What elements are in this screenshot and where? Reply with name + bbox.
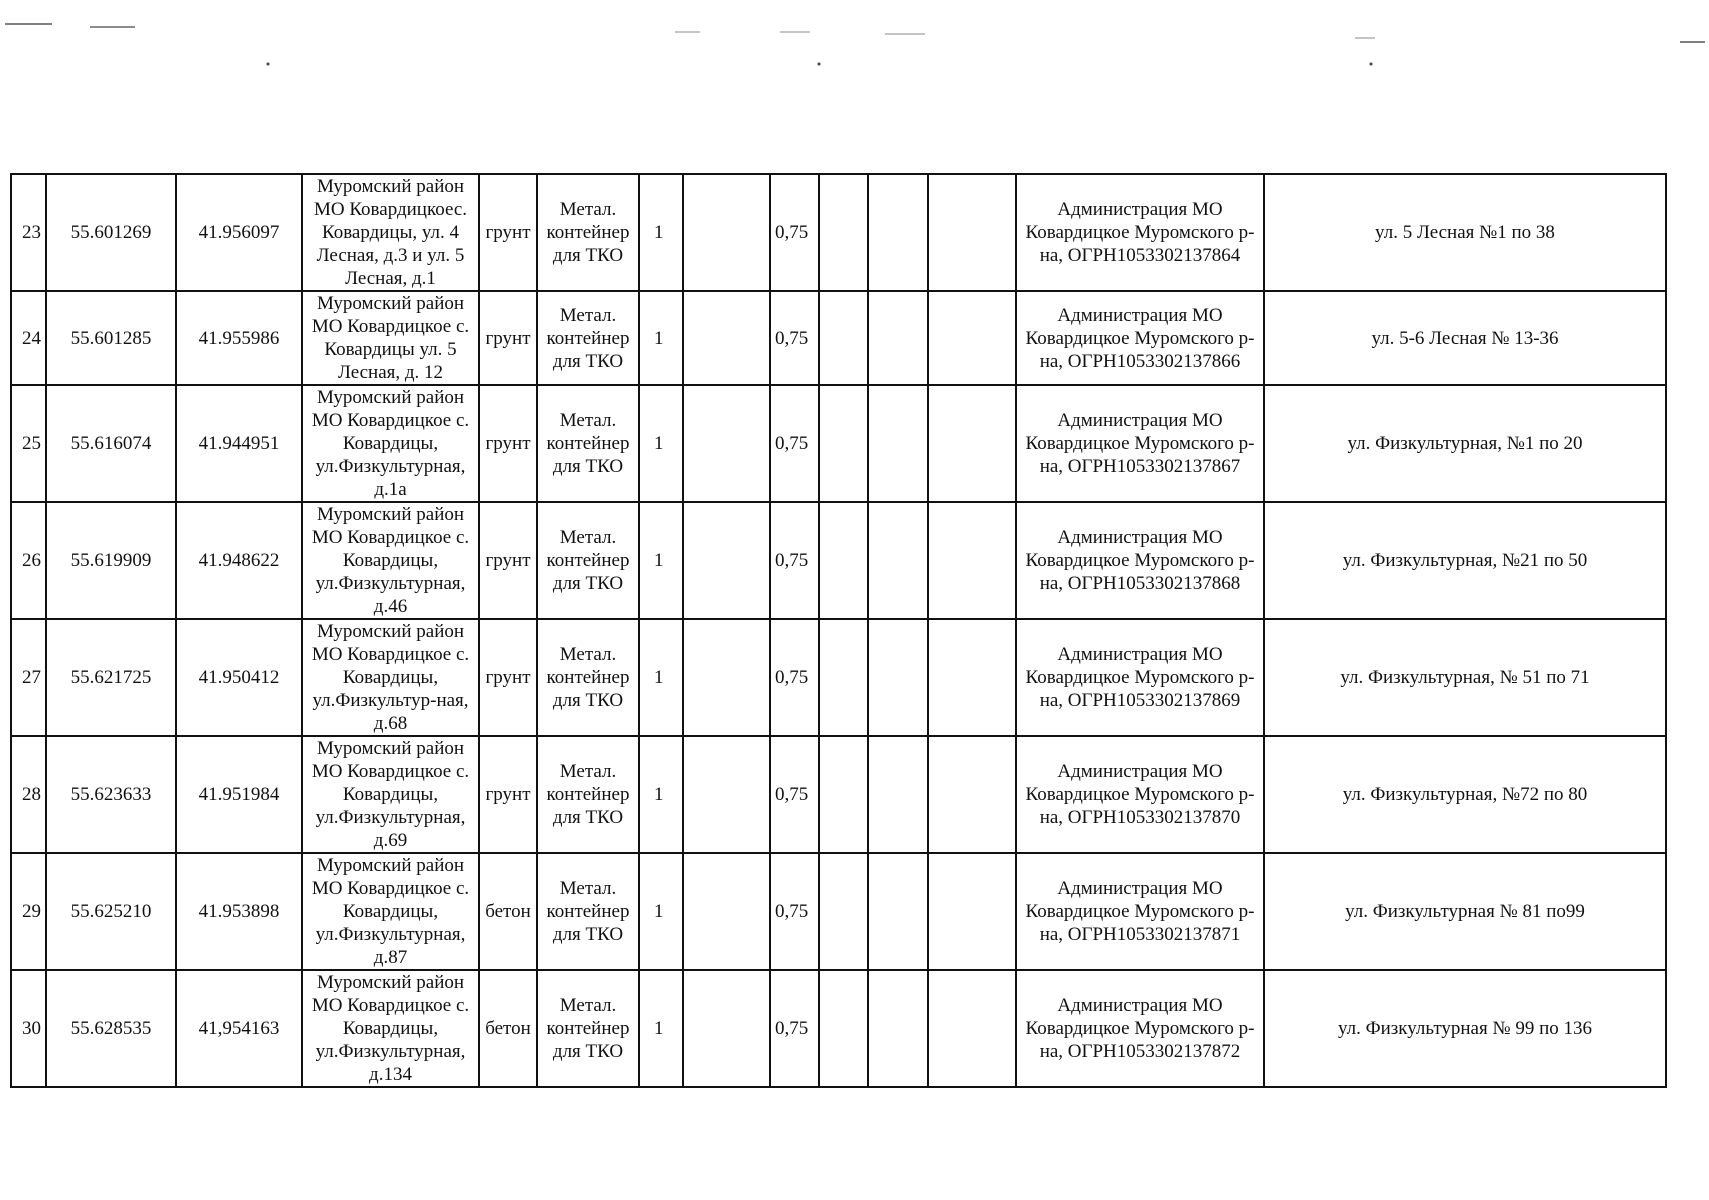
- container-count-cell: 1: [639, 853, 683, 970]
- address-cell: Муромский район МО Ковардицкое с. Ковардицы, ул.Физкультурная, д.87: [302, 853, 479, 970]
- container-count-cell: 1: [639, 291, 683, 385]
- latitude-cell: 55.628535: [46, 970, 176, 1087]
- longitude-cell: 41.948622: [176, 502, 302, 619]
- volume-cell: 0,75: [770, 174, 819, 291]
- empty-cell: [819, 619, 868, 736]
- address-cell: Муромский район МО Ковардицкое с. Ковардицы ул. 5 Лесная, д. 12: [302, 291, 479, 385]
- empty-cell: [868, 853, 928, 970]
- empty-cell: [819, 736, 868, 853]
- container-type-cell: Метал. контейнер для ТКО: [537, 502, 639, 619]
- address-cell: Муромский район МО Ковардицкоес. Ковардицы, ул. 4 Лесная, д.3 и ул. 5 Лесная, д.1: [302, 174, 479, 291]
- scan-artifacts: [0, 0, 1709, 80]
- owner-cell: Администрация МО Ковардицкое Муромского р-на, ОГРН1053302137872: [1016, 970, 1264, 1087]
- table-row: [11, 385, 1666, 502]
- row-number: 26: [11, 502, 46, 619]
- owner-cell: Администрация МО Ковардицкое Муромского р-на, ОГРН1053302137870: [1016, 736, 1264, 853]
- empty-cell: [928, 619, 1016, 736]
- empty-cell: [819, 174, 868, 291]
- service-area-cell: ул. 5 Лесная №1 по 38: [1264, 174, 1666, 291]
- latitude-cell: 55.621725: [46, 619, 176, 736]
- empty-cell: [819, 853, 868, 970]
- volume-cell: 0,75: [770, 291, 819, 385]
- container-type-cell: Метал. контейнер для ТКО: [537, 736, 639, 853]
- table-row: [11, 291, 1666, 385]
- surface-cell: грунт: [479, 736, 537, 853]
- owner-cell: Администрация МО Ковардицкое Муромского р-на, ОГРН1053302137864: [1016, 174, 1264, 291]
- surface-cell: грунт: [479, 502, 537, 619]
- longitude-cell: 41.956097: [176, 174, 302, 291]
- empty-cell: [868, 736, 928, 853]
- row-number: 25: [11, 385, 46, 502]
- volume-cell: 0,75: [770, 619, 819, 736]
- owner-cell: Администрация МО Ковардицкое Муромского р-на, ОГРН1053302137866: [1016, 291, 1264, 385]
- latitude-cell: 55.625210: [46, 853, 176, 970]
- longitude-cell: 41,954163: [176, 970, 302, 1087]
- table-row: [11, 853, 1666, 970]
- empty-cell: [819, 385, 868, 502]
- empty-cell: [928, 291, 1016, 385]
- longitude-cell: 41.955986: [176, 291, 302, 385]
- table-row: [11, 174, 1666, 291]
- volume-cell: 0,75: [770, 853, 819, 970]
- surface-cell: бетон: [479, 970, 537, 1087]
- container-type-cell: Метал. контейнер для ТКО: [537, 970, 639, 1087]
- volume-cell: 0,75: [770, 385, 819, 502]
- service-area-cell: ул. Физкультурная, №1 по 20: [1264, 385, 1666, 502]
- registry-table: [10, 173, 1667, 1088]
- volume-cell: 0,75: [770, 970, 819, 1087]
- table-row: [11, 502, 1666, 619]
- surface-cell: грунт: [479, 385, 537, 502]
- service-area-cell: ул. Физкультурная № 99 по 136: [1264, 970, 1666, 1087]
- empty-cell: [928, 736, 1016, 853]
- latitude-cell: 55.601285: [46, 291, 176, 385]
- empty-cell: [683, 853, 770, 970]
- table-row: [11, 970, 1666, 1087]
- empty-cell: [868, 619, 928, 736]
- container-type-cell: Метал. контейнер для ТКО: [537, 619, 639, 736]
- service-area-cell: ул. Физкультурная, № 51 по 71: [1264, 619, 1666, 736]
- container-count-cell: 1: [639, 385, 683, 502]
- table-row: [11, 736, 1666, 853]
- empty-cell: [928, 385, 1016, 502]
- empty-cell: [683, 291, 770, 385]
- empty-cell: [819, 502, 868, 619]
- empty-cell: [683, 970, 770, 1087]
- container-count-cell: 1: [639, 502, 683, 619]
- longitude-cell: 41.951984: [176, 736, 302, 853]
- empty-cell: [683, 174, 770, 291]
- surface-cell: грунт: [479, 291, 537, 385]
- empty-cell: [683, 502, 770, 619]
- table-row: [11, 619, 1666, 736]
- container-type-cell: Метал. контейнер для ТКО: [537, 291, 639, 385]
- volume-cell: 0,75: [770, 502, 819, 619]
- row-number: 23: [11, 174, 46, 291]
- empty-cell: [928, 970, 1016, 1087]
- empty-cell: [868, 385, 928, 502]
- address-cell: Муромский район МО Ковардицкое с. Ковардицы, ул.Физкультурная, д.1а: [302, 385, 479, 502]
- latitude-cell: 55.619909: [46, 502, 176, 619]
- address-cell: Муромский район МО Ковардицкое с. Ковардицы, ул.Физкультур-ная, д.68: [302, 619, 479, 736]
- surface-cell: грунт: [479, 619, 537, 736]
- empty-cell: [868, 174, 928, 291]
- row-number: 24: [11, 291, 46, 385]
- surface-cell: грунт: [479, 174, 537, 291]
- empty-cell: [683, 385, 770, 502]
- owner-cell: Администрация МО Ковардицкое Муромского р-на, ОГРН1053302137869: [1016, 619, 1264, 736]
- empty-cell: [868, 970, 928, 1087]
- container-count-cell: 1: [639, 970, 683, 1087]
- row-number: 30: [11, 970, 46, 1087]
- service-area-cell: ул. 5-6 Лесная № 13-36: [1264, 291, 1666, 385]
- longitude-cell: 41.950412: [176, 619, 302, 736]
- address-cell: Муромский район МО Ковардицкое с. Ковардицы, ул.Физкультурная, д.46: [302, 502, 479, 619]
- latitude-cell: 55.616074: [46, 385, 176, 502]
- surface-cell: бетон: [479, 853, 537, 970]
- volume-cell: 0,75: [770, 736, 819, 853]
- empty-cell: [819, 291, 868, 385]
- empty-cell: [928, 174, 1016, 291]
- container-count-cell: 1: [639, 619, 683, 736]
- address-cell: Муромский район МО Ковардицкое с. Ковардицы, ул.Физкультурная, д.134: [302, 970, 479, 1087]
- row-number: 28: [11, 736, 46, 853]
- empty-cell: [928, 502, 1016, 619]
- row-number: 27: [11, 619, 46, 736]
- owner-cell: Администрация МО Ковардицкое Муромского р-на, ОГРН1053302137871: [1016, 853, 1264, 970]
- service-area-cell: ул. Физкультурная, №72 по 80: [1264, 736, 1666, 853]
- owner-cell: Администрация МО Ковардицкое Муромского р-на, ОГРН1053302137867: [1016, 385, 1264, 502]
- empty-cell: [868, 291, 928, 385]
- service-area-cell: ул. Физкультурная № 81 по99: [1264, 853, 1666, 970]
- latitude-cell: 55.623633: [46, 736, 176, 853]
- row-number: 29: [11, 853, 46, 970]
- container-type-cell: Метал. контейнер для ТКО: [537, 174, 639, 291]
- address-cell: Муромский район МО Ковардицкое с. Ковардицы, ул.Физкультурная, д.69: [302, 736, 479, 853]
- longitude-cell: 41.944951: [176, 385, 302, 502]
- container-count-cell: 1: [639, 174, 683, 291]
- container-type-cell: Метал. контейнер для ТКО: [537, 853, 639, 970]
- latitude-cell: 55.601269: [46, 174, 176, 291]
- longitude-cell: 41.953898: [176, 853, 302, 970]
- empty-cell: [868, 502, 928, 619]
- empty-cell: [683, 619, 770, 736]
- empty-cell: [928, 853, 1016, 970]
- empty-cell: [683, 736, 770, 853]
- owner-cell: Администрация МО Ковардицкое Муромского р-на, ОГРН1053302137868: [1016, 502, 1264, 619]
- container-count-cell: 1: [639, 736, 683, 853]
- service-area-cell: ул. Физкультурная, №21 по 50: [1264, 502, 1666, 619]
- container-type-cell: Метал. контейнер для ТКО: [537, 385, 639, 502]
- empty-cell: [819, 970, 868, 1087]
